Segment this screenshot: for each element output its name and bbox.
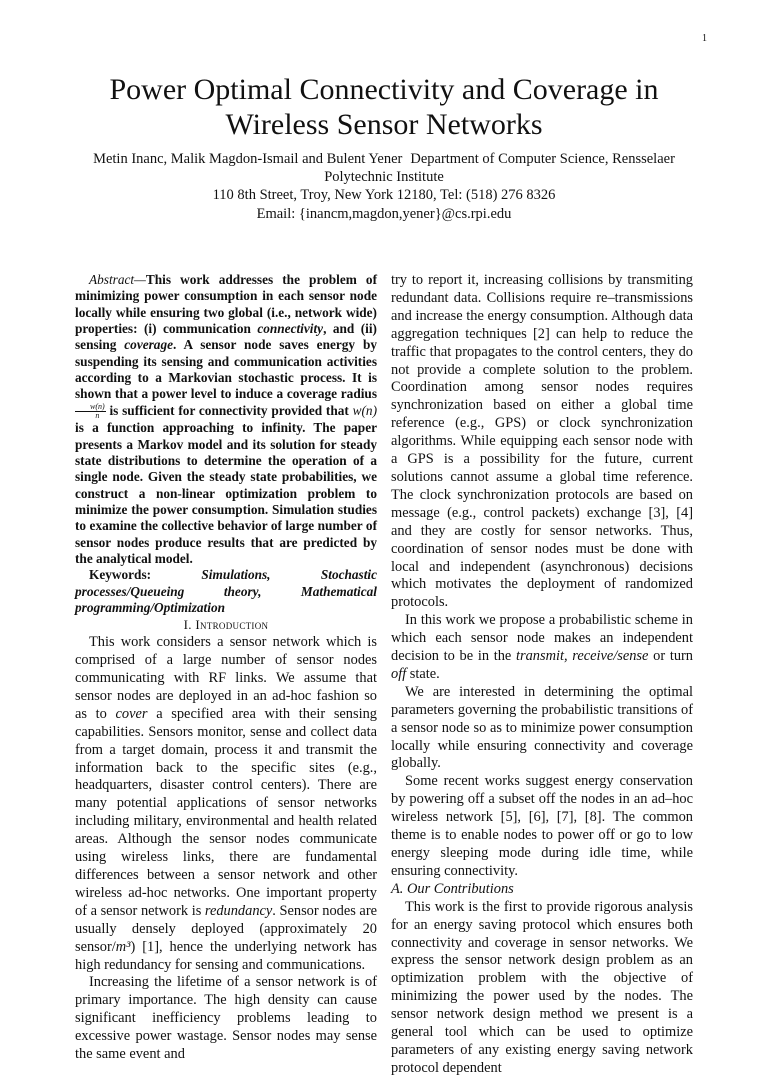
abstract-text-2: , and (ii) sensing bbox=[75, 321, 377, 353]
intro-paragraph-1 bbox=[75, 634, 377, 974]
fraction-numerator: w(n) bbox=[75, 403, 106, 412]
right-paragraph-4: Some recent works suggest energy conservation by powering off a subset off the nodes in an ad–hoc wireless network [5], [6], [7], [8]. The common theme is to enable nodes to power off or go to low energy sleeping mode during idle time, while ensuring connectivity. bbox=[391, 773, 693, 879]
right-paragraph-2 bbox=[391, 612, 693, 684]
abstract-term-connectivity: connectivity bbox=[257, 321, 324, 337]
abstract bbox=[75, 272, 377, 567]
subsection-heading-contributions: A. Our Contributions bbox=[391, 880, 514, 897]
abstract-label: Abstract— bbox=[89, 272, 146, 287]
right-paragraph-5: This work is the first to provide rigorous analysis for an energy saving protocol which ensures both connectivity and coverage in sensor networks. We express the sensor network design problem as an optimization problem with the objective of minimizing the power used by the nodes. The sensor network design method we present is a general tool which can be used to optimize parameters of any existing energy saving network protocol dependent bbox=[391, 898, 693, 1076]
abstract-text-3: . A sensor node saves energy by suspending its sensing and communication activities according to a Markovian stochastic process. It is shown that a power level to induce a coverage radius bbox=[75, 337, 377, 402]
abstract-text-1: This work addresses the problem of minimizing power consumption in each sensor node locally while ensuring two global (i.e., network wide) properties: (i) communication bbox=[75, 272, 377, 337]
right-column bbox=[391, 272, 693, 1078]
abstract-math-wn: w(n) bbox=[352, 402, 377, 418]
right-paragraph-3: We are interested in determining the optimal parameters governing the probabilistic transitions of a sensor node so as to minimize power consumption locally while ensuring connectivity and coverage globally. bbox=[391, 683, 693, 772]
right-p2-off: off bbox=[391, 665, 407, 682]
section-number: I. bbox=[183, 617, 192, 633]
coverage-radius-fraction bbox=[75, 403, 106, 420]
keywords-text: Simulations, Stochastic processes/Queueing theory, Mathematical programming/Optimization bbox=[75, 567, 378, 615]
title-line-2: Wireless Sensor Networks bbox=[225, 108, 543, 141]
author-address: 110 8th Street, Troy, New York 12180, Tel: (518) 276 8326 bbox=[212, 187, 556, 204]
intro-term-redundancy: redundancy bbox=[204, 902, 273, 919]
affiliation-line-a: Department of Computer Science, Rensselaer bbox=[410, 151, 675, 167]
intro-p1-text-b: a specified area with their sensing capabilities. Sensors monitor, sense and collect data from a target domain, process it and transmit the information back to the specific sites (e.g., headquarters, disaster control centers). There are many potential applications of sensor networks including military, environmental and health related areas. Although the sensor nodes communicate using wireless links, there are fundamental differences between a sensor network and other wireless ad-hoc networks. One important property of a sensor network is bbox=[75, 705, 377, 919]
section-heading-introduction bbox=[75, 616, 377, 634]
abstract-text-4: is sufficient for connectivity provided that bbox=[105, 402, 353, 418]
page-number: 1 bbox=[702, 33, 707, 44]
author-line bbox=[60, 150, 708, 168]
fraction-denominator: n bbox=[95, 411, 100, 421]
title-line-1: Power Optimal Connectivity and Coverage in bbox=[109, 73, 659, 106]
keywords bbox=[75, 567, 377, 616]
paper-title bbox=[40, 72, 728, 142]
right-p2-text-a: In this work we propose a probabilistic scheme in which each sensor node makes an independent decision to be in the bbox=[391, 612, 693, 665]
intro-p1-text-d: ) [1], hence the underlying network has high redundancy for sensing and communications. bbox=[75, 938, 377, 973]
abstract-term-coverage: coverage bbox=[124, 337, 173, 353]
intro-paragraph-2: Increasing the lifetime of a sensor network is of primary importance. The high density can cause significant inefficiency problems leading to excessive power wastage. Sensor nodes may sense the same event and bbox=[75, 974, 377, 1063]
intro-p1-text-c: . Sensor nodes are usually densely deployed (approximately 20 sensor/ bbox=[75, 902, 378, 955]
section-title: Introduction bbox=[195, 617, 269, 633]
right-paragraph-1: try to report it, increasing collisions by transmiting redundant data. Collisions require re–transmissions and increase the energy consumption. Although data aggregation techniques [2] can help to reduce the traffic that propagates to the control centers, they do not provide a complete solution to the problem. Coordination among sensor nodes requires synchronization based on either a global time reference (e.g., GPS) or clock synchronization algorithms. While equipping each sensor node with a GPS is a possibility for the future, current solutions cannot assume a global time reference. The clock synchronization protocols are based on message (e.g., control packets) exchange [3], [4] and they are costly for sensor networks. Thus, coordination of sensor nodes must be done with local and independent (asynchronous) decisions which motivates the deployment of randomized protocols. bbox=[391, 272, 693, 611]
right-p2-states: transmit, receive/sense bbox=[515, 648, 649, 665]
left-column bbox=[75, 272, 377, 1064]
right-p2-text-c: state. bbox=[406, 665, 440, 682]
intro-term-cover: cover bbox=[115, 705, 148, 722]
author-block bbox=[60, 150, 708, 223]
abstract-text-5: is a function approaching to infinity. The paper presents a Markov model and its solution for steady state distributions to determine the operation of a single node. Given the steady state probabilities, we construct a non-linear optimization problem to minimize the power consumption. Simulation studies to examine the collective behavior of large number of sensor nodes produce results that are predicted by the analytical model. bbox=[75, 420, 377, 566]
affiliation-line-b: Polytechnic Institute bbox=[324, 169, 444, 186]
author-email: Email: {inancm,magdon,yener}@cs.rpi.edu bbox=[256, 205, 512, 222]
right-p2-text-b: or turn bbox=[648, 648, 693, 665]
intro-p1-text-a: This work considers a sensor network which is comprised of a large number of sensor nodes communicating with RF links. We assume that sensor nodes are deployed in an ad-hoc fashion so as to bbox=[75, 634, 377, 722]
intro-unit: m³ bbox=[115, 938, 131, 955]
author-names: Metin Inanc, Malik Magdon-Ismail and Bulent Yener bbox=[93, 151, 403, 167]
keywords-label: Keywords: bbox=[89, 567, 152, 583]
